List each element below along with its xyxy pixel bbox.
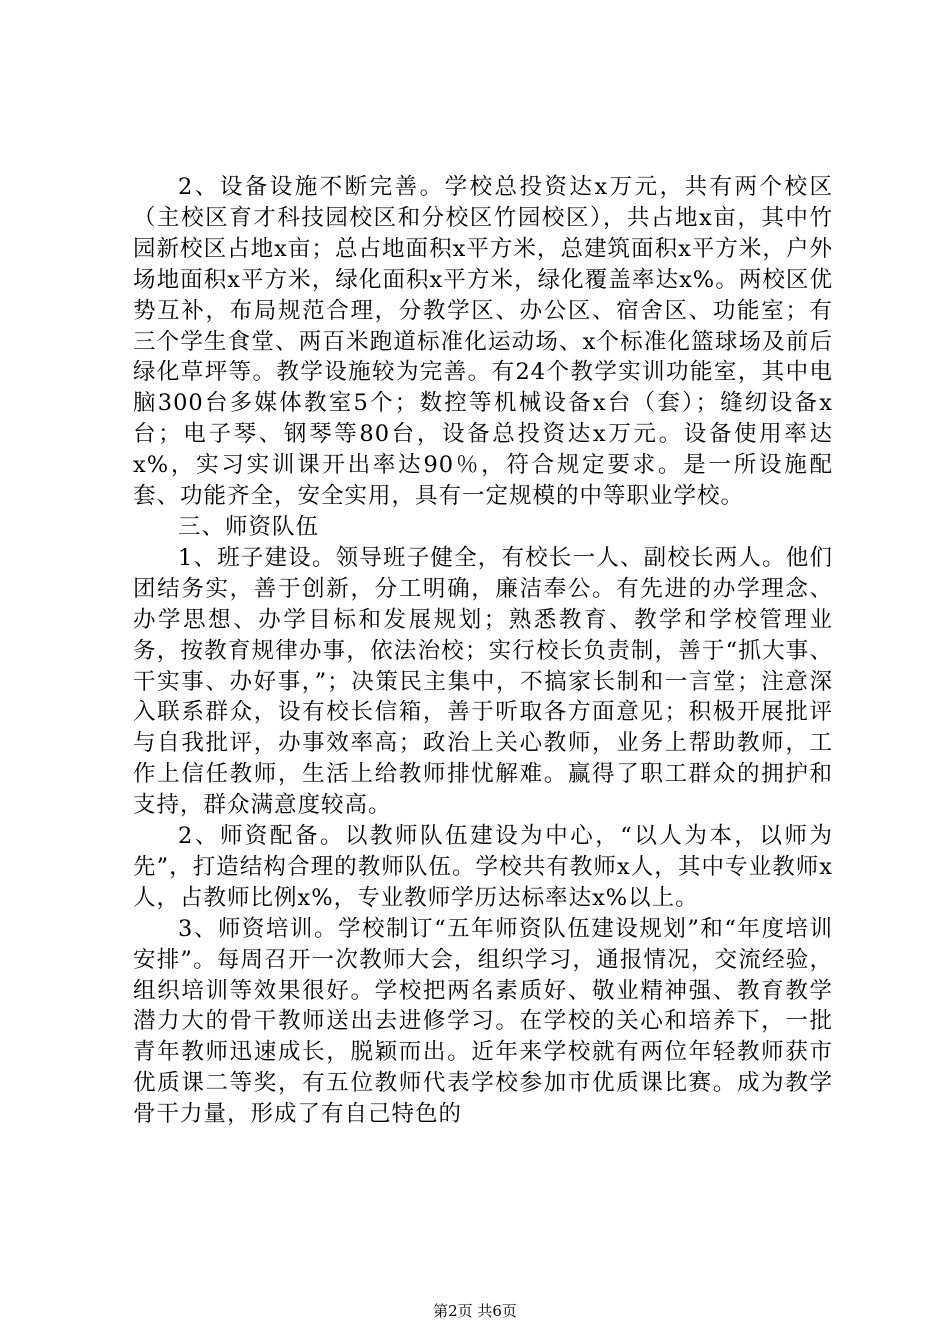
page-footer [0,1301,950,1321]
paragraph-leadership: 1、班子建设。领导班子健全，有校长一人、副校长两人。他们团结务实，善于创新，分工明确，廉洁奉公。有先进的办学理念、办学思想、办学目标和发展规划；熟悉教育、教学和学校管理业务，按教育规律办事，依法治校；实行校长负责制，善于“抓大事、干实事、办好事，”；决策民主集中，不搞家长制和一言堂；注意深入联系群众，设有校长信箱，善于听取各方面意见；积极开展批评与自我批评，办事效率高；政治上关心教师，业务上帮助教师，工作上信任教师，生活上给教师排忧解难。赢得了职工群众的拥护和支持，群众满意度较高。 [133,544,833,819]
page-number-label: 第2页 共6页 [433,1302,517,1320]
paragraph-training: 3、师资培训。学校制订“五年师资队伍建设规划”和“年度培训安排”。每周召开一次教师大会，组织学习，通报情况，交流经验，组织培训等效果很好。学校把两名素质好、敬业精神强、教育教学潜力大的骨干教师送出去进修学习。在学校的关心和培养下，一批青年教师迅速成长，脱颖而出。近年来学校就有两位年轻教师获市优质课二等奖，有五位教师代表学校参加市优质课比赛。成为教学骨干力量，形成了有自己特色的 [133,915,833,1128]
document-body [133,172,833,1130]
paragraph-facilities: 2、设备设施不断完善。学校总投资达x万元，共有两个校区（主校区育才科技园校区和分校区竹园校区），共占地x亩，其中竹园新校区占地x亩；总占地面积x平方米，总建筑面积x平方米，户外场地面积x平方米，绿化面积x平方米，绿化覆盖率达x%。两校区优势互补，布局规范合理，分教学区、办公区、宿舍区、功能室；有三个学生食堂、两百米跑道标准化运动场、x个标准化篮球场及前后绿化草坪等。教学设施较为完善。有24个教学实训功能室，其中电脑300台多媒体教室5个；数控等机械设备x台（套）；缝纫设备x台；电子琴、钢琴等80台，设备总投资达x万元。设备使用率达x%，实习实训课开出率达90％，符合规定要求。是一所设施配套、功能齐全，安全实用，具有一定规模的中等职业学校。 [133,174,833,510]
section-heading-faculty: 三、师资队伍 [178,513,320,540]
paragraph-staffing: 2、师资配备。以教师队伍建设为中心，“以人为本，以师为先”，打造结构合理的教师队伍。学校共有教师x人，其中专业教师x人，占教师比例x%，专业教师学历达标率达x%以上。 [133,823,833,911]
